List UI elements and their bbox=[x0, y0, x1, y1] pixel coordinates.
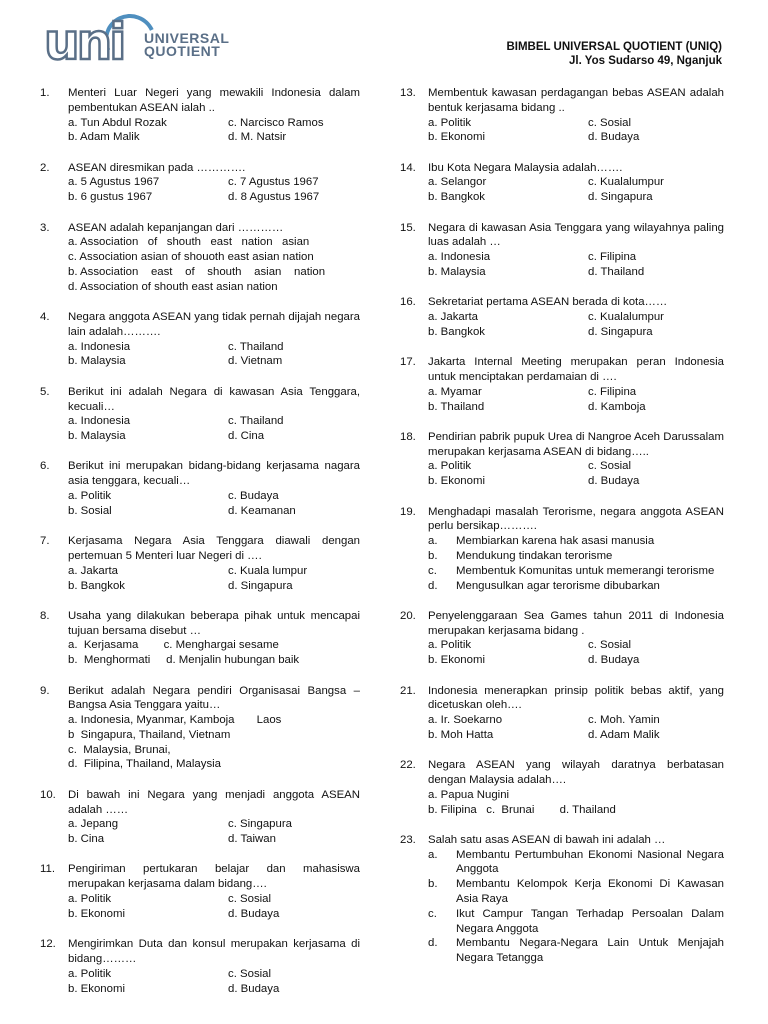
answer-options bbox=[68, 638, 360, 668]
answer-option: a. Politik bbox=[68, 893, 112, 906]
answer-option: d. Filipina, Thailand, Malaysia bbox=[68, 758, 222, 771]
answer-option bbox=[428, 549, 724, 564]
answer-option: d. Budaya bbox=[588, 475, 640, 488]
question-stem: Usaha yang dilakukan beberapa pihak untuk mencapai tujuan bersama disebut … bbox=[68, 609, 360, 637]
answer-options bbox=[428, 638, 724, 668]
option-letter: a. bbox=[428, 535, 438, 548]
answer-option: c. Sosial bbox=[228, 893, 272, 906]
answer-option bbox=[428, 564, 724, 579]
question-item bbox=[400, 355, 724, 414]
question-item bbox=[400, 161, 724, 205]
question-item bbox=[40, 221, 360, 295]
option-letter: b. bbox=[428, 549, 438, 562]
option-letter: d. bbox=[428, 579, 438, 592]
answer-option: d. Budaya bbox=[228, 982, 280, 995]
left-column bbox=[40, 86, 360, 1012]
option-text: Membentuk Komunitas untuk memerangi terorisme bbox=[456, 564, 715, 577]
answer-options bbox=[68, 414, 360, 444]
answer-option: a. Jepang bbox=[68, 818, 119, 831]
question-stem: Pengiriman pertukaran belajar dan mahasiswa merupakan kerjasama dalam bidang…. bbox=[68, 863, 360, 891]
answer-options bbox=[68, 489, 360, 519]
answer-option: c. Malaysia, Brunai, bbox=[68, 743, 171, 756]
question-number: 6. bbox=[40, 460, 50, 473]
answer-option: c. Singapura bbox=[228, 818, 292, 831]
question-body bbox=[428, 86, 724, 145]
question-stem: Jakarta Internal Meeting merupakan peran Indonesia untuk menciptakan perdamaian di …. bbox=[428, 356, 724, 383]
question-number: 18. bbox=[400, 430, 416, 443]
question-number: 14. bbox=[400, 161, 416, 174]
answer-option: b. Ekonomi bbox=[428, 131, 485, 144]
answer-option: b. Thailand bbox=[428, 400, 485, 413]
answer-option: d. Adam Malik bbox=[588, 728, 660, 741]
answer-option bbox=[428, 534, 724, 549]
logo-uni-text: uni bbox=[44, 13, 124, 71]
question-number: 15. bbox=[400, 221, 416, 234]
answer-option: d. Kamboja bbox=[588, 400, 646, 413]
question-item bbox=[400, 86, 724, 145]
question-body bbox=[428, 295, 724, 339]
option-text: Mendukung tindakan terorisme bbox=[456, 549, 613, 562]
answer-option: d. Singapura bbox=[228, 579, 293, 592]
answer-option: b. Ekonomi bbox=[68, 907, 125, 920]
answer-options bbox=[68, 175, 360, 205]
question-item bbox=[400, 609, 724, 668]
option-text: Membantu Pertumbuhan Ekonomi Nasional Negara Anggota bbox=[456, 848, 724, 876]
question-stem: Berikut ini adalah Negara di kawasan Asia Tenggara, kecuali… bbox=[68, 385, 360, 413]
answer-options bbox=[428, 385, 724, 415]
answer-option: b. Ekonomi bbox=[68, 982, 125, 995]
question-body bbox=[68, 221, 360, 295]
question-body bbox=[68, 937, 360, 996]
answer-option: a. Jakarta bbox=[428, 311, 479, 324]
question-stem: ASEAN diresmikan pada …………. bbox=[68, 161, 246, 174]
question-item bbox=[400, 758, 724, 817]
question-item bbox=[40, 459, 360, 518]
answer-option: a. Politik bbox=[428, 639, 472, 652]
answer-option: d. Keamanan bbox=[228, 504, 296, 517]
question-item bbox=[400, 833, 724, 966]
option-letter: a. bbox=[428, 848, 438, 861]
question-stem: Indonesia menerapkan prinsip politik bebas aktif, yang dicetuskan oleh…. bbox=[428, 684, 724, 712]
answer-option: d. Association of shouth east asian nation bbox=[68, 280, 278, 293]
answer-options bbox=[428, 116, 724, 146]
question-number: 2. bbox=[40, 161, 50, 174]
header-block bbox=[506, 40, 722, 68]
question-body bbox=[68, 609, 360, 668]
answer-option: b. Cina bbox=[68, 833, 105, 846]
answer-option: b. Filipina c. Brunai d. Thailand bbox=[428, 803, 616, 816]
question-item bbox=[40, 788, 360, 847]
answer-option: a. Indonesia bbox=[68, 340, 131, 353]
option-text: Membantu Kelompok Kerja Ekonomi Di Kawasan Asia Raya bbox=[456, 878, 724, 906]
answer-option: c. 7 Agustus 1967 bbox=[228, 176, 319, 189]
question-item bbox=[400, 684, 724, 743]
answer-options bbox=[428, 788, 724, 818]
question-item bbox=[40, 609, 360, 668]
answer-options bbox=[68, 116, 360, 146]
option-text: Membiarkan karena hak asasi manusia bbox=[456, 535, 655, 548]
answer-option: b. Malaysia bbox=[68, 355, 126, 368]
answer-option: a. Politik bbox=[428, 460, 472, 473]
answer-option: a. 5 Agustus 1967 bbox=[68, 176, 160, 189]
question-body bbox=[428, 505, 724, 594]
answer-option: d. Budaya bbox=[228, 907, 280, 920]
question-body bbox=[68, 459, 360, 518]
question-body bbox=[68, 534, 360, 593]
answer-option: a. Tun Abdul Rozak bbox=[68, 116, 167, 129]
answer-option: c. Budaya bbox=[228, 490, 279, 503]
question-number: 19. bbox=[400, 505, 416, 518]
question-item bbox=[40, 684, 360, 773]
answer-option: c. Thailand bbox=[228, 415, 284, 428]
question-stem: Mengirimkan Duta dan konsul merupakan kerjasama di bidang……… bbox=[68, 938, 360, 965]
question-body bbox=[68, 310, 360, 369]
question-body bbox=[428, 221, 724, 280]
answer-option: a. Selangor bbox=[428, 176, 487, 189]
answer-options bbox=[68, 892, 360, 922]
answer-option: c. Thailand bbox=[228, 340, 284, 353]
answer-option: a. Indonesia bbox=[428, 251, 491, 264]
question-stem: Negara anggota ASEAN yang tidak pernah dijajah negara lain adalah………. bbox=[68, 311, 360, 338]
answer-option bbox=[428, 936, 724, 966]
answer-options bbox=[428, 310, 724, 340]
question-stem: ASEAN adalah kepanjangan dari ………… bbox=[68, 221, 284, 234]
question-number: 8. bbox=[40, 609, 50, 622]
answer-option: b. Malaysia bbox=[428, 265, 486, 278]
answer-option: b. Menghormati d. Menjalin hubungan baik bbox=[68, 654, 300, 667]
answer-option: c. Filipina bbox=[588, 251, 637, 264]
question-number: 11. bbox=[40, 863, 55, 876]
answer-option: d. Singapura bbox=[588, 325, 653, 338]
question-item bbox=[40, 862, 360, 921]
question-number: 16. bbox=[400, 296, 416, 309]
answer-option: b. Association east of shouth asian nation bbox=[68, 265, 326, 278]
option-text: Membantu Negara-Negara Lain Untuk Menjajah Negara Tetangga bbox=[456, 937, 724, 965]
answer-option: b. Adam Malik bbox=[68, 131, 140, 144]
question-body bbox=[68, 161, 360, 205]
answer-option: d. Budaya bbox=[588, 131, 640, 144]
question-number: 1. bbox=[40, 87, 50, 99]
question-stem: Ibu Kota Negara Malaysia adalah……. bbox=[428, 161, 623, 174]
question-item bbox=[400, 295, 724, 339]
answer-option: c. Sosial bbox=[588, 116, 632, 129]
option-letter: c. bbox=[428, 564, 437, 577]
question-stem: Menghadapi masalah Terorisme, negara anggota ASEAN perlu bersikap………. bbox=[428, 505, 724, 533]
question-item bbox=[40, 385, 360, 444]
option-text: Ikut Campur Tangan Terhadap Persoalan Dalam Negara Anggota bbox=[456, 907, 724, 935]
answer-option: b. Malaysia bbox=[68, 430, 126, 443]
answer-options bbox=[68, 713, 360, 772]
answer-options bbox=[428, 175, 724, 205]
answer-option: d. Budaya bbox=[588, 654, 640, 667]
answer-options bbox=[428, 713, 724, 743]
question-item bbox=[40, 937, 360, 996]
answer-options bbox=[68, 340, 360, 370]
logo-wordmark bbox=[144, 32, 229, 58]
answer-option bbox=[428, 848, 724, 878]
question-number: 4. bbox=[40, 311, 50, 324]
answer-option: a. Politik bbox=[428, 116, 472, 129]
question-body bbox=[68, 684, 360, 773]
answer-option: b. Bangkok bbox=[428, 325, 485, 338]
question-stem: Sekretariat pertama ASEAN berada di kota…… bbox=[428, 296, 668, 309]
answer-option: c. Sosial bbox=[588, 639, 632, 652]
question-item bbox=[400, 505, 724, 594]
question-number: 23. bbox=[400, 833, 416, 846]
question-item bbox=[400, 430, 724, 489]
answer-option: d. Thailand bbox=[588, 265, 645, 278]
answer-option: d. 8 Agustus 1967 bbox=[228, 191, 320, 204]
question-stem: Negara di kawasan Asia Tenggara yang wilayahnya paling luas adalah … bbox=[428, 221, 724, 249]
answer-options bbox=[428, 534, 724, 593]
question-number: 21. bbox=[400, 684, 416, 697]
question-stem: Negara ASEAN yang wilayah daratnya berbatasan dengan Malaysia adalah…. bbox=[428, 759, 724, 786]
question-body bbox=[68, 862, 360, 921]
answer-option: a. Kerjasama c. Menghargai sesame bbox=[68, 639, 279, 652]
question-number: 10. bbox=[40, 788, 56, 801]
logo-line1: UNIVERSAL bbox=[144, 30, 230, 46]
answer-option: a. Jakarta bbox=[68, 564, 119, 577]
question-body bbox=[68, 788, 360, 847]
answer-option: b. Ekonomi bbox=[428, 475, 485, 488]
answer-option: d. Singapura bbox=[588, 191, 653, 204]
answer-option: a. Association of shouth east nation asian bbox=[68, 236, 310, 249]
answer-option: c. Sosial bbox=[228, 967, 272, 980]
question-stem: Pendirian pabrik pupuk Urea di Nangroe Aceh Darussalam merupakan kerjasama ASEAN di bidang….. bbox=[428, 430, 724, 458]
header-address: Jl. Yos Sudarso 49, Nganjuk bbox=[569, 55, 722, 67]
answer-option: c. Kualalumpur bbox=[588, 176, 664, 189]
answer-option: b Singapura, Thailand, Vietnam bbox=[68, 728, 231, 741]
answer-options bbox=[428, 250, 724, 280]
logo bbox=[44, 14, 234, 70]
answer-option: d. M. Natsir bbox=[228, 131, 287, 144]
question-number: 5. bbox=[40, 385, 50, 398]
question-body bbox=[428, 833, 724, 966]
question-stem: Membentuk kawasan perdagangan bebas ASEAN adalah bentuk kerjasama bidang .. bbox=[428, 87, 724, 114]
answer-option bbox=[428, 579, 724, 594]
question-body bbox=[428, 430, 724, 489]
question-item bbox=[40, 310, 360, 369]
answer-option: c. Kualalumpur bbox=[588, 311, 664, 324]
question-number: 9. bbox=[40, 684, 50, 697]
question-body bbox=[68, 86, 360, 145]
answer-options bbox=[68, 235, 360, 294]
answer-option: b. Ekonomi bbox=[428, 654, 485, 667]
question-item bbox=[400, 221, 724, 280]
answer-option: a. Papua Nugini bbox=[428, 788, 510, 801]
question-number: 7. bbox=[40, 535, 50, 548]
answer-options bbox=[428, 848, 724, 966]
answer-option: a. Myamar bbox=[428, 385, 482, 398]
question-stem: Di bawah ini Negara yang menjadi anggota ASEAN adalah …… bbox=[68, 788, 360, 816]
question-stem: Salah satu asas ASEAN di bawah ini adalah … bbox=[428, 833, 666, 846]
answer-option: c. Sosial bbox=[588, 460, 632, 473]
answer-option: d. Vietnam bbox=[228, 355, 283, 368]
question-stem: Menteri Luar Negeri yang mewakili Indonesia dalam pembentukan ASEAN ialah .. bbox=[68, 87, 360, 114]
question-stem: Penyelenggaraan Sea Games tahun 2011 di Indonesia merupakan kerjasama bidang . bbox=[428, 609, 724, 637]
answer-option: c. Kuala lumpur bbox=[228, 564, 308, 577]
question-body bbox=[428, 609, 724, 668]
question-stem: Kerjasama Negara Asia Tenggara diawali dengan pertemuan 5 Menteri luar Negeri di …. bbox=[68, 535, 360, 562]
option-letter: b. bbox=[428, 878, 438, 891]
question-number: 22. bbox=[400, 759, 416, 772]
answer-options bbox=[428, 459, 724, 489]
answer-option: b. Sosial bbox=[68, 504, 112, 517]
answer-options bbox=[68, 564, 360, 594]
option-text: Mengusulkan agar terorisme dibubarkan bbox=[456, 579, 660, 592]
answer-option bbox=[428, 877, 724, 907]
answer-option: b. Bangkok bbox=[68, 579, 125, 592]
answer-option: c. Filipina bbox=[588, 385, 637, 398]
question-stem: Berikut adalah Negara pendiri Organisasai Bangsa – Bangsa Asia Tenggara yaitu… bbox=[68, 684, 360, 712]
answer-option: d. Taiwan bbox=[228, 833, 276, 846]
answer-option: d. Cina bbox=[228, 430, 265, 443]
question-body bbox=[428, 161, 724, 205]
question-body bbox=[428, 758, 724, 817]
question-body bbox=[68, 385, 360, 444]
question-body bbox=[428, 684, 724, 743]
answer-option: b. 6 gustus 1967 bbox=[68, 191, 153, 204]
question-number: 17. bbox=[400, 356, 416, 369]
answer-option: b. Moh Hatta bbox=[428, 728, 494, 741]
question-number: 13. bbox=[400, 87, 416, 99]
answer-option: c. Narcisco Ramos bbox=[228, 116, 324, 129]
answer-options bbox=[68, 967, 360, 997]
answer-option: c. Moh. Yamin bbox=[588, 714, 660, 727]
question-item bbox=[40, 86, 360, 145]
answer-option: c. Association asian of shouoth east asian nation bbox=[68, 251, 314, 264]
question-body bbox=[428, 355, 724, 414]
answer-options bbox=[68, 817, 360, 847]
answer-option: a. Indonesia, Myanmar, Kamboja Laos bbox=[68, 714, 282, 727]
question-item bbox=[40, 534, 360, 593]
logo-line2: QUOTIENT bbox=[144, 43, 221, 59]
answer-option: a. Indonesia bbox=[68, 415, 131, 428]
question-number: 3. bbox=[40, 221, 50, 234]
answer-option: a. Ir. Soekarno bbox=[428, 714, 503, 727]
option-letter: d. bbox=[428, 937, 438, 950]
question-number: 20. bbox=[400, 609, 416, 622]
question-number: 12. bbox=[40, 938, 56, 951]
answer-option bbox=[428, 907, 724, 937]
question-stem: Berikut ini merupakan bidang-bidang kerjasama nagara asia tenggara, kecuali… bbox=[68, 460, 360, 488]
answer-option: b. Bangkok bbox=[428, 191, 485, 204]
answer-option: a. Politik bbox=[68, 967, 112, 980]
right-column bbox=[400, 86, 724, 982]
option-letter: c. bbox=[428, 907, 437, 920]
answer-option: a. Politik bbox=[68, 490, 112, 503]
question-item bbox=[40, 161, 360, 205]
header-title: BIMBEL UNIVERSAL QUOTIENT (UNIQ) bbox=[506, 41, 722, 53]
